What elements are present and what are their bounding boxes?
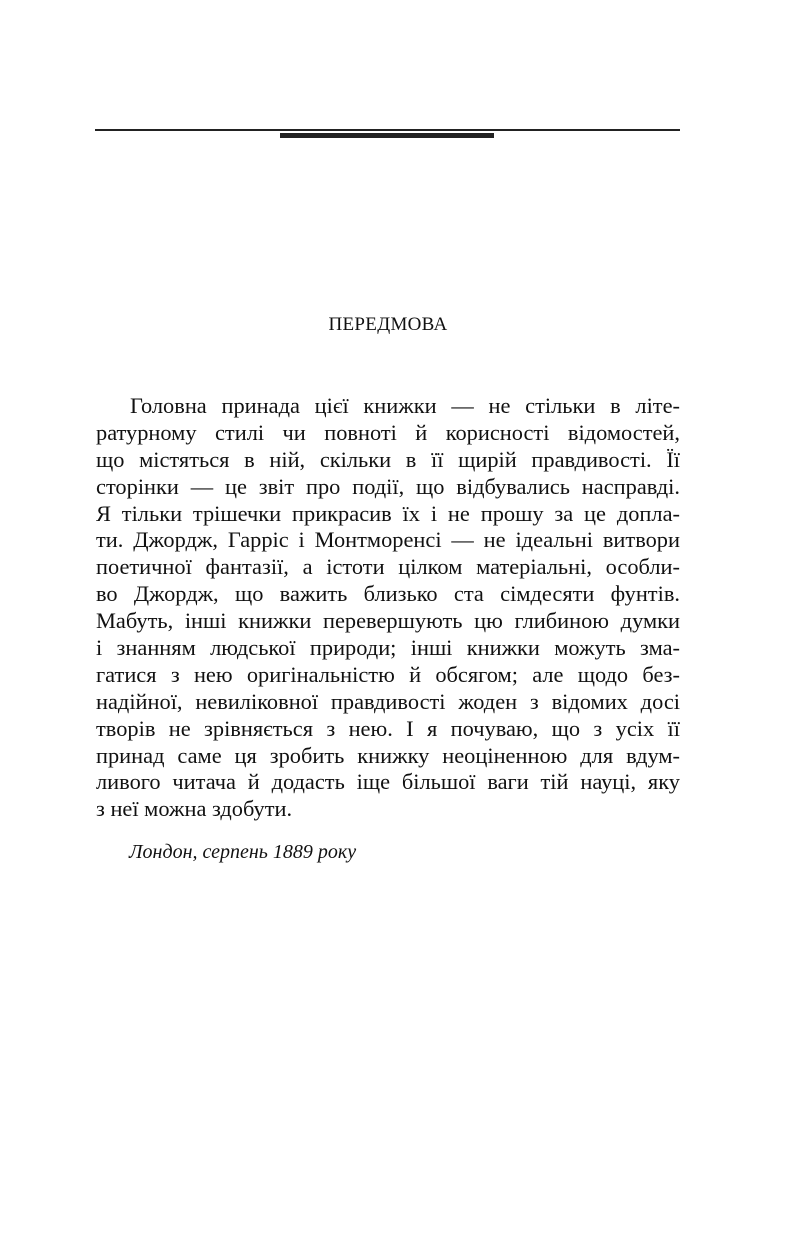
text-line: і знанням людської природи; інші книжки можуть зма-: [96, 635, 680, 661]
text-line: Головна принада цієї книжки — не стільки в літе-: [130, 393, 680, 418]
text-line: з неї можна здобути.: [96, 796, 293, 822]
text-line: ти. Джордж, Гарріс і Монтморенсі — не ідеальні витвори: [96, 527, 680, 553]
header-rule-thick: [280, 133, 494, 138]
text-line: Я тільки трішечки прикрасив їх і не прошу за це допла-: [96, 500, 680, 526]
text-line: принад саме ця зробить книжку неоціненною для вдум-: [96, 742, 680, 768]
text-line: творів не зрівняється з нею. І я почуваю, що з усіх її: [96, 715, 680, 741]
text-line: надійної, невиліковної правдивості жоден з відомих досі: [96, 688, 680, 714]
text-line: Мабуть, інші книжки перевершують цю глибиною думки: [96, 608, 680, 634]
text-line: що містяться в ній, скільки в її щирій правдивості. Її: [96, 446, 680, 472]
signature-place-date: Лондон, серпень 1889 року: [129, 841, 357, 863]
text-line: сторінки — це звіт про події, що відбувались насправді.: [96, 473, 680, 499]
header-rule-thin: [95, 129, 680, 131]
text-line: ливого читача й додасть іще більшої ваги тій науці, яку: [96, 769, 680, 795]
text-line: гатися з нею оригінальністю й обсягом; але щодо без-: [96, 661, 680, 687]
text-line: во Джордж, що важить близько ста сімдесяти фунтів.: [96, 581, 680, 607]
text-line: поетичної фантазії, а істоти цілком матеріальні, особли-: [96, 554, 680, 580]
page-title: ПЕРЕДМОВА: [328, 314, 448, 335]
preface-paragraph: [96, 393, 680, 823]
text-line: ратурному стилі чи повноті й корисності відомостей,: [96, 419, 680, 445]
